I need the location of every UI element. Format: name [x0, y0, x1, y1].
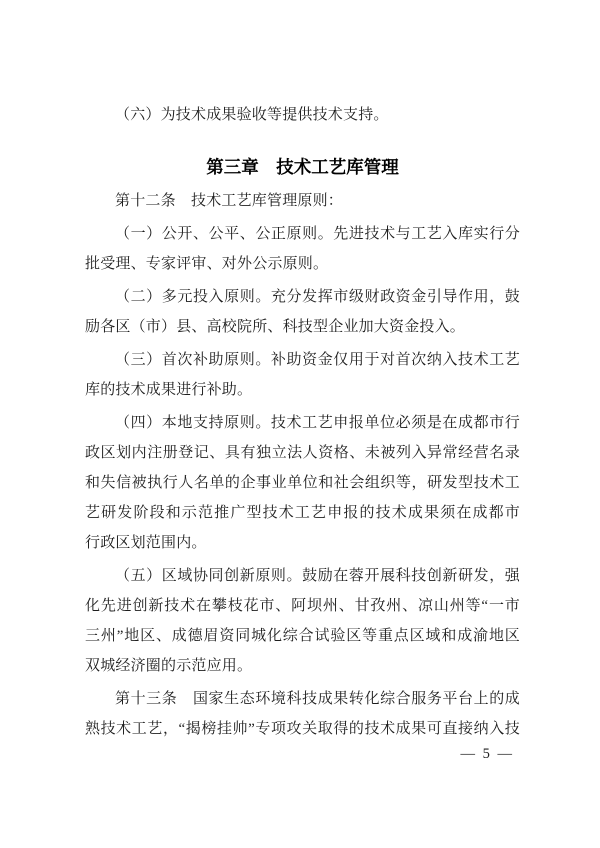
text-line: 批受理、专家评审、对外公示原则。 — [85, 256, 329, 272]
text-line: 库的技术成果进行补助。 — [85, 382, 253, 398]
text-line: 政区划内注册登记、具有独立法人资格、未被列入异常经营名录 — [85, 445, 520, 461]
paragraph-article-12 — [85, 186, 520, 216]
text-line: 第十三条 国家生态环境科技成果转化综合服务平台上的成 — [115, 691, 520, 707]
text-line: 第十二条 技术工艺库管理原则： — [115, 193, 344, 209]
text-line: （一）公开、公平、公正原则。先进技术与工艺入库实行分 — [115, 226, 520, 242]
chapter-heading: 第三章 技术工艺库管理 — [206, 157, 399, 177]
paragraph-item-3 — [85, 345, 520, 405]
paragraph-item-5 — [85, 561, 520, 681]
text-line: （二）多元投入原则。充分发挥市级财政资金引导作用，鼓 — [115, 289, 520, 305]
text-line: 和失信被执行人名单的企事业单位和社会组织等，研发型技术工 — [85, 475, 520, 491]
text-line: 化先进创新技术在攀枝花市、阿坝州、甘孜州、凉山州等“一市 — [85, 598, 520, 614]
text-line: 双城经济圈的示范应用。 — [85, 658, 253, 674]
text-line: 熟技术工艺，“揭榜挂帅”专项攻关取得的技术成果可直接纳入技 — [85, 721, 520, 737]
text-line: （四）本地支持原则。技术工艺申报单位必须是在成都市行 — [115, 415, 520, 431]
paragraph-article-13 — [85, 684, 520, 744]
text-line: （三）首次补助原则。补助资金仅用于对首次纳入技术工艺 — [115, 352, 520, 368]
paragraph-item-1 — [85, 219, 520, 279]
paragraph-item-4 — [85, 408, 520, 558]
paragraph-item-6 — [85, 100, 520, 130]
paragraph-item-2 — [85, 282, 520, 342]
text-line: 行政区划范围内。 — [85, 535, 207, 551]
text-line: （六）为技术成果验收等提供技术支持。 — [115, 107, 389, 123]
text-line: 励各区（市）县、高校院所、科技型企业加大资金投入。 — [85, 319, 466, 335]
document-body — [85, 100, 520, 747]
page-number: — 5 — — [460, 746, 514, 762]
text-line: 三州”地区、成德眉资同城化综合试验区等重点区域和成渝地区 — [85, 628, 520, 644]
text-line: 艺研发阶段和示范推广型技术工艺申报的技术成果须在成都市 — [85, 505, 520, 521]
text-line: （五）区域协同创新原则。鼓励在蓉开展科技创新研发，强 — [115, 568, 520, 584]
